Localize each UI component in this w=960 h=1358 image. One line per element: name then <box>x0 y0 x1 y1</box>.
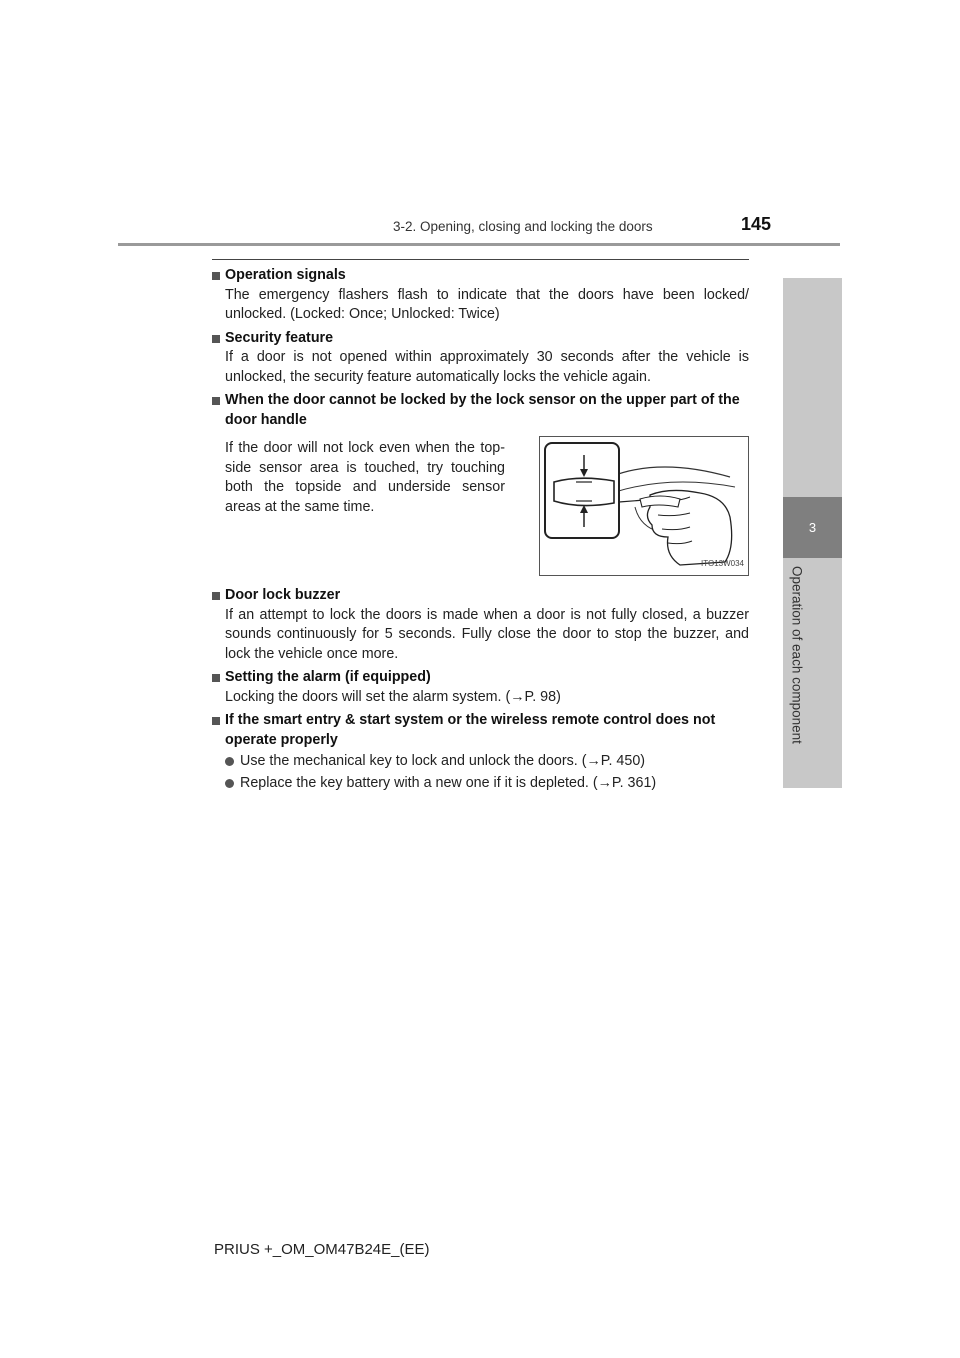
section-heading <box>212 668 749 688</box>
side-tab-background-top <box>783 278 842 497</box>
round-bullet-icon <box>225 779 234 788</box>
section-door-cannot-lock <box>212 391 749 576</box>
list-item <box>212 774 749 794</box>
heading-text: Operation signals <box>225 267 346 283</box>
heading-text: Setting the alarm (if equipped) <box>225 669 431 685</box>
bullet-text: Use the mechanical key to lock and unlock the doors. (→P. 450) <box>240 753 646 769</box>
list-item <box>212 752 749 772</box>
section-body: If the door will not lock even when the top-side sensor area is touched, try touching both the topside and underside sensor areas at the same time. <box>225 440 505 515</box>
square-bullet-icon <box>212 592 220 600</box>
page-content <box>212 266 749 797</box>
door-handle-illustration <box>539 436 749 576</box>
square-bullet-icon <box>212 717 220 725</box>
bullet-text: Replace the key battery with a new one if it is depleted. (→P. 361) <box>240 774 657 791</box>
section-heading <box>212 329 749 349</box>
figure-code: ITO13W034 <box>701 558 744 568</box>
section-body: The emergency flashers flash to indicate that the doors have been locked/ unlocked. (Locked: Once; Unlocked: Twice) <box>225 286 749 322</box>
heading-text: If the smart entry & start system or the wireless remote control does not operate properly <box>225 712 716 748</box>
section-security-feature <box>212 329 749 388</box>
square-bullet-icon <box>212 272 220 280</box>
page-number: 145 <box>741 214 772 234</box>
content-rule <box>212 259 749 260</box>
section-heading <box>212 391 749 430</box>
header-rule <box>118 243 840 246</box>
chapter-title: Operation of each component <box>789 566 805 744</box>
section-heading <box>212 711 749 750</box>
section-operation-signals <box>212 266 749 325</box>
section-body: If a door is not opened within approximately 30 seconds after the vehicle is unlocked, the security feature automatically locks the vehicle again. <box>225 349 749 385</box>
chapter-number: 3 <box>808 520 817 535</box>
footer-document-code: PRIUS +_OM_OM47B24E_(EE) <box>214 1241 430 1258</box>
section-body: If an attempt to lock the doors is made when a door is not fully closed, a buzzer sounds continuously for 5 seconds. Fully close the door to stop the buzzer, and lock the vehicle once more. <box>225 606 749 662</box>
section-smart-entry-failure <box>212 711 749 793</box>
heading-text: Security feature <box>225 329 334 346</box>
round-bullet-icon <box>225 757 234 766</box>
section-heading <box>212 586 749 606</box>
heading-text: When the door cannot be locked by the lock sensor on the upper part of the door handle <box>225 392 740 428</box>
section-body: Locking the doors will set the alarm system. (→P. 98) <box>225 688 561 705</box>
square-bullet-icon <box>212 674 220 682</box>
section-door-lock-buzzer <box>212 586 749 664</box>
heading-text: Door lock buzzer <box>225 587 341 603</box>
square-bullet-icon <box>212 397 220 405</box>
section-title: 3-2. Opening, closing and locking the doors <box>393 219 653 234</box>
section-setting-alarm <box>212 668 749 707</box>
square-bullet-icon <box>212 335 220 343</box>
text-with-figure <box>212 436 749 576</box>
section-heading <box>212 266 749 286</box>
chapter-number-tab[interactable] <box>783 497 842 558</box>
